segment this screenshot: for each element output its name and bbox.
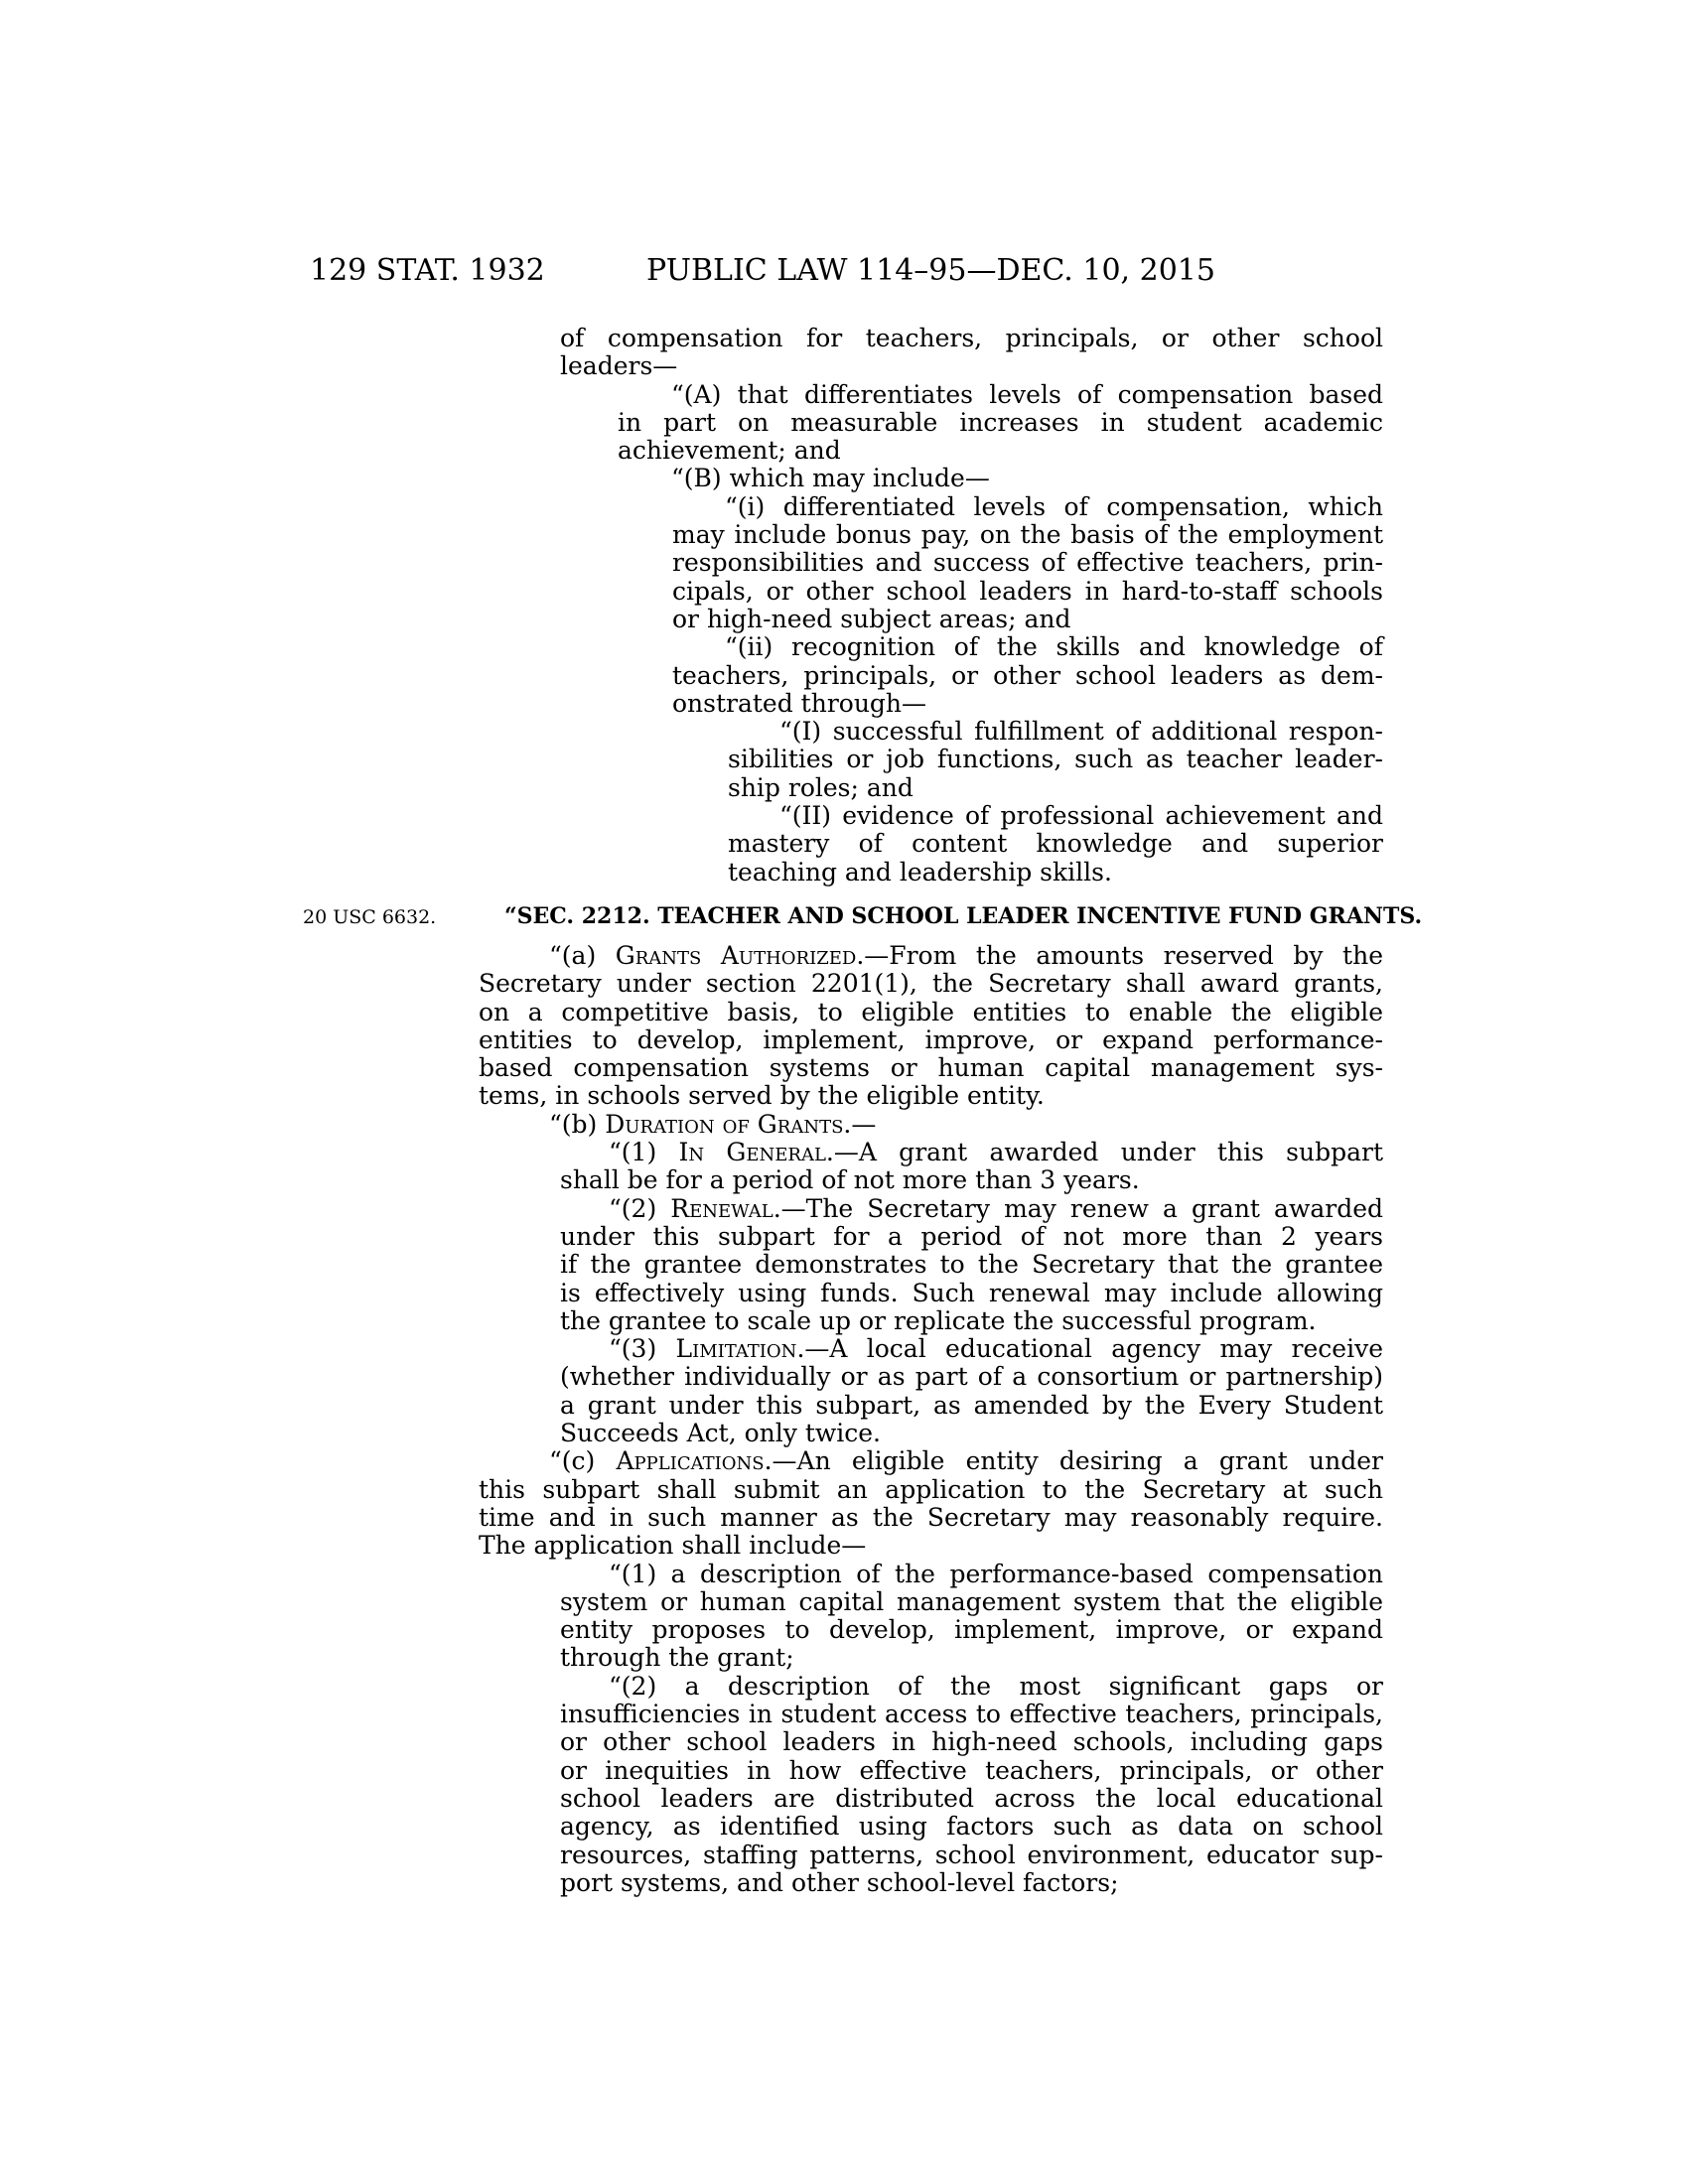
- text-line: if the grantee demonstrates to the Secretary that the grantee: [560, 1250, 1383, 1280]
- text-line: “(A) that differentiates levels of compensation based: [671, 379, 1383, 409]
- text-line: “(ii) recognition of the skills and knowledge of: [725, 632, 1383, 662]
- text-line: “(b) Duration of Grants.—: [549, 1109, 877, 1139]
- text-line: “(c) Applications.—An eligible entity desiring a grant under: [549, 1446, 1383, 1476]
- text-line: “(2) a description of the most significant gaps or: [609, 1671, 1383, 1701]
- paragraph: [560, 1335, 1383, 1447]
- paragraph: [672, 633, 1383, 718]
- paragraph: [479, 942, 1383, 1111]
- text-line: achievement; and: [618, 436, 841, 466]
- small-caps-heading: Renewal: [670, 1193, 774, 1223]
- paragraph: [560, 325, 1383, 381]
- text-line: or high-need subject areas; and: [672, 604, 1071, 633]
- running-head-law-title: PUBLIC LAW 114–95—DEC. 10, 2015: [646, 253, 1215, 288]
- text-line: system or human capital management system that the eligible: [560, 1586, 1383, 1616]
- small-caps-heading: Limitation: [675, 1334, 797, 1364]
- text-line: time and in such manner as the Secretary may reasonably require.: [479, 1502, 1383, 1532]
- text-line: insufficiencies in student access to effective teachers, principals,: [560, 1700, 1383, 1729]
- paragraph: [479, 1111, 1383, 1139]
- text-block-lower: [479, 942, 1383, 1897]
- text-line: on a competitive basis, to eligible entities to enable the eligible: [479, 997, 1383, 1026]
- text-line: or inequities in how effective teachers, principals, or other: [560, 1755, 1383, 1785]
- paragraph: [479, 1447, 1383, 1560]
- paragraph: [560, 1561, 1383, 1673]
- text-line: ship roles; and: [728, 772, 914, 802]
- small-caps-heading: Duration of Grants: [605, 1109, 844, 1139]
- text-line: onstrated through—: [672, 688, 927, 718]
- text-line: school leaders are distributed across the local educational: [560, 1783, 1383, 1813]
- usc-margin-note: 20 USC 6632.: [303, 906, 437, 928]
- text-line: this subpart shall submit an application to the Secretary at such: [479, 1474, 1383, 1504]
- paragraph: [560, 1673, 1383, 1897]
- text-line: “(B) which may include—: [671, 464, 990, 493]
- text-line: “(I) successful fulfillment of additional respon-: [779, 717, 1383, 747]
- text-line: “(1) In General.—A grant awarded under this subpart: [609, 1138, 1384, 1167]
- paragraph: [728, 802, 1383, 887]
- text-line: the grantee to scale up or replicate the successful program.: [560, 1305, 1317, 1335]
- text-line: “(1) a description of the performance-based compensation: [609, 1559, 1383, 1588]
- paragraph: [618, 381, 1383, 466]
- text-line: shall be for a period of not more than 3 years.: [560, 1165, 1140, 1195]
- text-line: port systems, and other school-level factors;: [560, 1867, 1119, 1897]
- text-line: through the grant;: [560, 1643, 794, 1673]
- paragraph: [672, 493, 1383, 633]
- text-line: resources, staffing patterns, school environment, educator sup-: [560, 1840, 1383, 1869]
- text-line: “(a) Grants Authorized.—From the amounts reserved by the: [549, 941, 1383, 970]
- paragraph: [560, 1139, 1383, 1195]
- text-line: entities to develop, implement, improve, or expand performance-: [479, 1024, 1383, 1054]
- text-line: cipals, or other school leaders in hard-to-staff schools: [672, 576, 1383, 606]
- text-line: or other school leaders in high-need schools, including gaps: [560, 1727, 1383, 1757]
- text-line: is effectively using funds. Such renewal may include allowing: [560, 1278, 1383, 1307]
- paragraph: [560, 1195, 1383, 1335]
- text-line: leaders—: [560, 351, 678, 381]
- text-line: (whether individually or as part of a consortium or partnership): [560, 1362, 1383, 1392]
- text-line: a grant under this subpart, as amended by the Every Student: [560, 1390, 1383, 1420]
- text-line: responsibilities and success of effective teachers, prin-: [672, 548, 1383, 578]
- text-line: may include bonus pay, on the basis of the employment: [672, 520, 1383, 550]
- text-line: entity proposes to develop, implement, improve, or expand: [560, 1615, 1383, 1645]
- small-caps-heading: Applications: [616, 1446, 765, 1476]
- text-line: Succeeds Act, only twice.: [560, 1419, 881, 1448]
- text-line: in part on measurable increases in student academic: [618, 407, 1383, 437]
- text-line: sibilities or job functions, such as teacher leader-: [728, 745, 1383, 774]
- text-line: “(II) evidence of professional achievement and: [779, 801, 1383, 831]
- text-line: “(i) differentiated levels of compensation, which: [725, 491, 1383, 521]
- section-heading: “SEC. 2212. TEACHER AND SCHOOL LEADER INCENTIVE FUND GRANTS.: [504, 903, 1423, 929]
- text-block-upper: [479, 325, 1383, 887]
- text-line: Secretary under section 2201(1), the Secretary shall award grants,: [479, 969, 1383, 999]
- paragraph: [728, 718, 1383, 802]
- text-line: teaching and leadership skills.: [728, 857, 1112, 887]
- text-line: of compensation for teachers, principals, or other school: [560, 324, 1383, 352]
- text-line: based compensation systems or human capital management sys-: [479, 1053, 1383, 1083]
- small-caps-heading: In General: [678, 1138, 826, 1167]
- text-line: “(3) Limitation.—A local educational agency may receive: [609, 1334, 1383, 1364]
- text-line: teachers, principals, or other school leaders as dem-: [672, 660, 1383, 690]
- text-line: under this subpart for a period of not more than 2 years: [560, 1221, 1383, 1251]
- paragraph: [618, 465, 1383, 492]
- text-line: agency, as identified using factors such as data on school: [560, 1812, 1383, 1842]
- text-line: “(2) Renewal.—The Secretary may renew a grant awarded: [609, 1193, 1384, 1223]
- text-line: mastery of content knowledge and superior: [728, 829, 1383, 859]
- small-caps-heading: Grants Authorized: [615, 941, 857, 970]
- text-line: tems, in schools served by the eligible entity.: [479, 1081, 1045, 1111]
- page-stat-number: 129 STAT. 1932: [310, 253, 545, 288]
- text-line: The application shall include—: [479, 1531, 867, 1561]
